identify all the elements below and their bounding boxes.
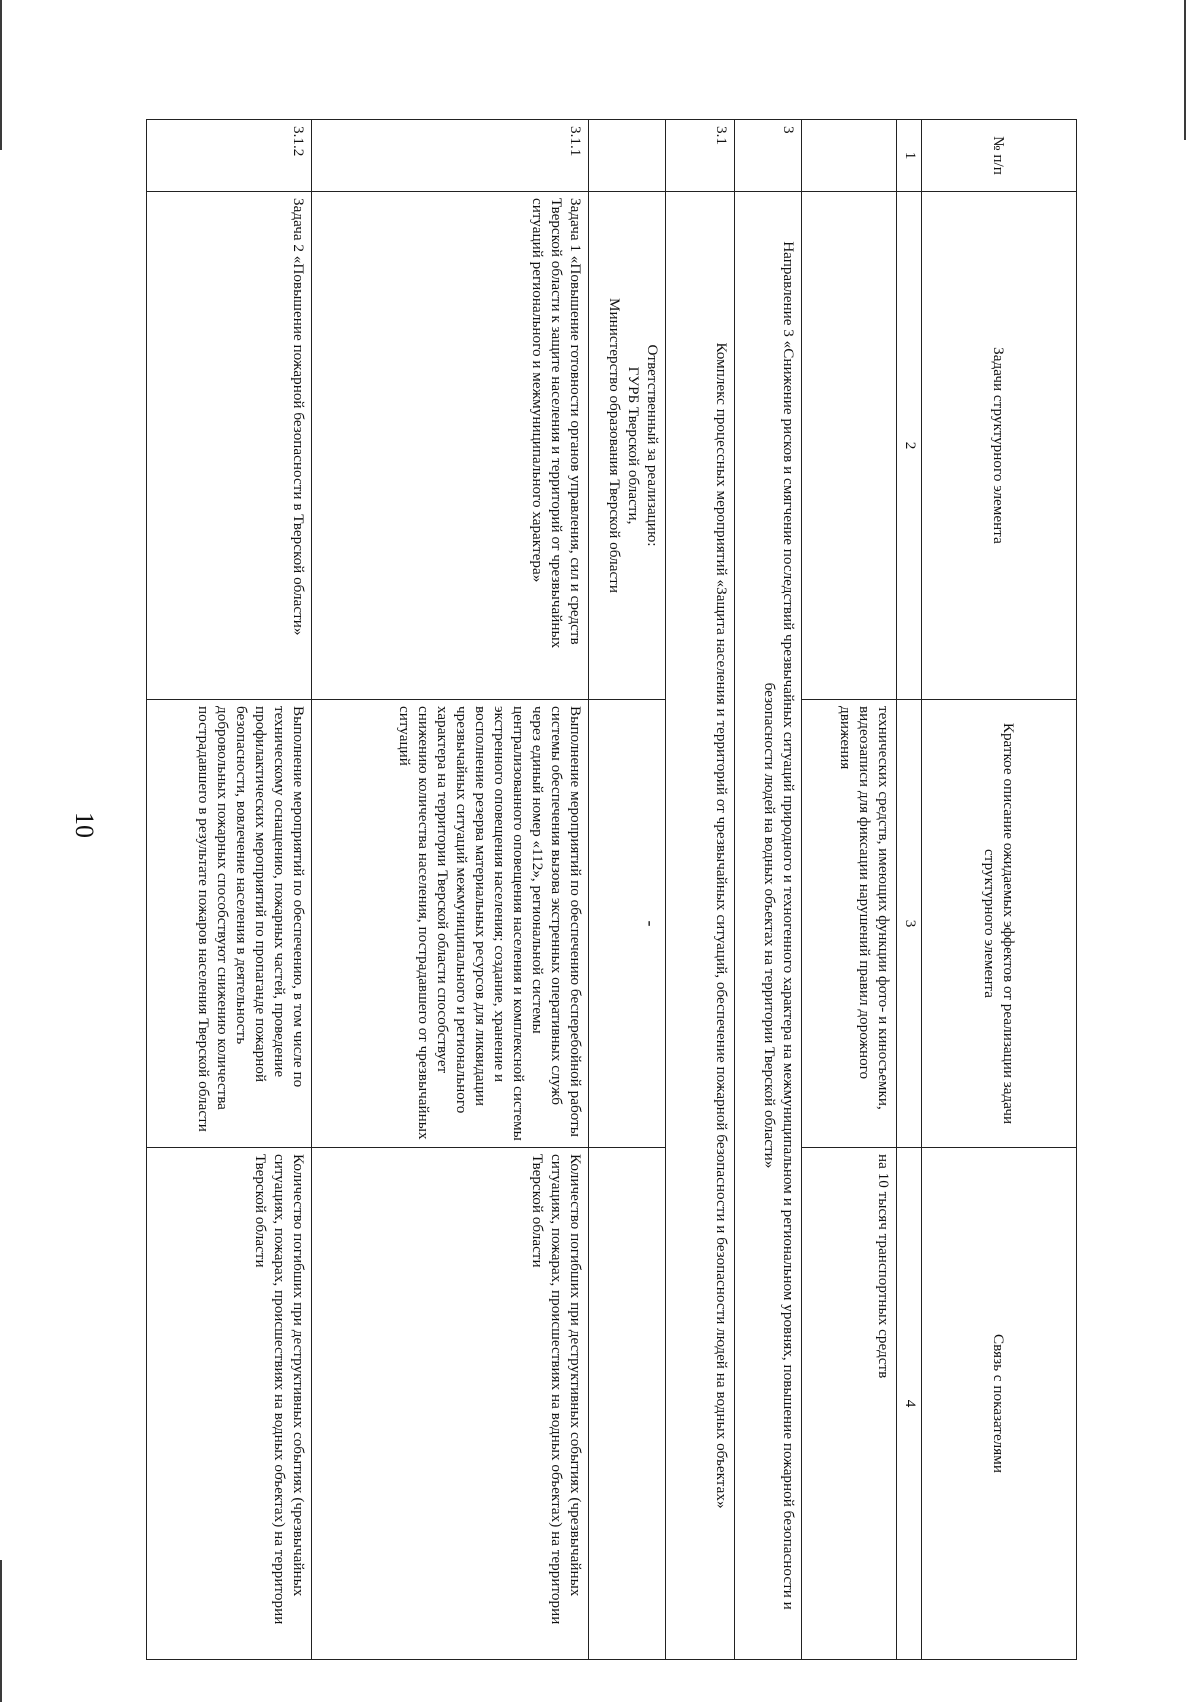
page-number: 10 bbox=[70, 812, 99, 838]
continued-num-cell bbox=[802, 120, 897, 192]
index-cell-1: 1 bbox=[897, 120, 922, 192]
measures-table bbox=[146, 119, 1077, 1660]
responsible-line-1: Ответственный за реализацию: bbox=[644, 344, 661, 547]
continued-row bbox=[802, 120, 897, 1660]
task-2-num: 3.1.2 bbox=[147, 120, 312, 192]
responsible-row bbox=[589, 120, 666, 1660]
responsible-cell bbox=[589, 192, 666, 700]
rotated-table-container bbox=[127, 119, 1077, 1659]
header-num: № п/п bbox=[922, 120, 1077, 192]
task-1-desc: Выполнение мероприятий по обеспечению бесперебойной работы системы обеспечения вызова экстренных оперативных служб через единый номер «112», региональной системы централизованного оповещения населения и комплексной системы экстренного оповещения населения; создание, хранение и восполнение резерва материальных ресурсов для ликвидации чрезвычайных ситуаций межмуниципального и регионального характера на территории Тверской области способствует снижению количества населения, пострадавшего от чрезвычайных ситуаций bbox=[312, 700, 589, 1148]
header-task: Задачи структурного элемента bbox=[922, 192, 1077, 700]
task-row bbox=[312, 120, 589, 1660]
direction-text: Направление 3 «Снижение рисков и смягчение последствий чрезвычайных ситуаций природного и техногенного характера на межмуниципальном и региональном уровнях, повышение пожарной безопасности и безопасности людей на водных объектах на территории Тверской области» bbox=[735, 192, 802, 1660]
task-1-text: Задача 1 «Повышение готовности органов управления, сил и средств Тверской области к защите населения и территорий от чрезвычайных ситуаций регионального и межмуниципального характера» bbox=[312, 192, 589, 700]
responsible-line-2: ГУРБ Тверской области, bbox=[625, 366, 642, 525]
continued-task-cell bbox=[802, 192, 897, 700]
continued-desc-cell: технических средств, имеющих функции фото- и киносъемки, видеозаписи для фиксации нарушений правил дорожного движения bbox=[802, 700, 897, 1148]
header-link: Связь с показателями bbox=[922, 1148, 1077, 1660]
continued-link-cell: на 10 тысяч транспортных средств bbox=[802, 1148, 897, 1660]
scan-edge-bottom-left bbox=[0, 1560, 2, 1702]
index-row bbox=[897, 120, 922, 1660]
task-1-link: Количество погибших при деструктивных событиях (чрезвычайных ситуациях, пожарах, происшествиях на водных объектах) на территории Тверской области bbox=[312, 1148, 589, 1660]
task-1-num: 3.1.1 bbox=[312, 120, 589, 192]
task-2-desc: Выполнение мероприятий по обеспечению, в том числе по техническому оснащению, пожарных частей, проведение профилактических мероприятий по пропаганде пожарной безопасности, вовлечение населения в деятельность добровольных пожарных способствуют снижению количества пострадавшего в результате пожаров населения Тверской области bbox=[147, 700, 312, 1148]
index-cell-2: 2 bbox=[897, 192, 922, 700]
index-cell-4: 4 bbox=[897, 1148, 922, 1660]
complex-row bbox=[666, 120, 735, 1660]
scan-edge-left bbox=[0, 0, 2, 150]
complex-num: 3.1 bbox=[666, 120, 735, 192]
header-desc: Краткое описание ожидаемых эффектов от реализации задачи структурного элемента bbox=[922, 700, 1077, 1148]
header-row bbox=[922, 120, 1077, 1660]
scan-edge-right bbox=[1184, 0, 1186, 140]
task-row bbox=[147, 120, 312, 1660]
complex-text: Комплекс процессных мероприятий «Защита населения и территорий от чрезвычайных ситуаций, обеспечение пожарной безопасности и безопасности людей на водных объектах» bbox=[666, 192, 735, 1660]
responsible-link-cell bbox=[589, 1148, 666, 1660]
task-2-text: Задача 2 «Повышение пожарной безопасности в Тверской области» bbox=[147, 192, 312, 700]
direction-row bbox=[735, 120, 802, 1660]
responsible-desc-cell: - bbox=[589, 700, 666, 1148]
index-cell-3: 3 bbox=[897, 700, 922, 1148]
responsible-line-3: Министерство образования Тверской области bbox=[606, 298, 623, 593]
task-2-link: Количество погибших при деструктивных событиях (чрезвычайных ситуациях, пожарах, происшествиях на водных объектах) на территории Тверской области bbox=[147, 1148, 312, 1660]
responsible-num-cell bbox=[589, 120, 666, 192]
direction-num: 3 bbox=[735, 120, 802, 192]
